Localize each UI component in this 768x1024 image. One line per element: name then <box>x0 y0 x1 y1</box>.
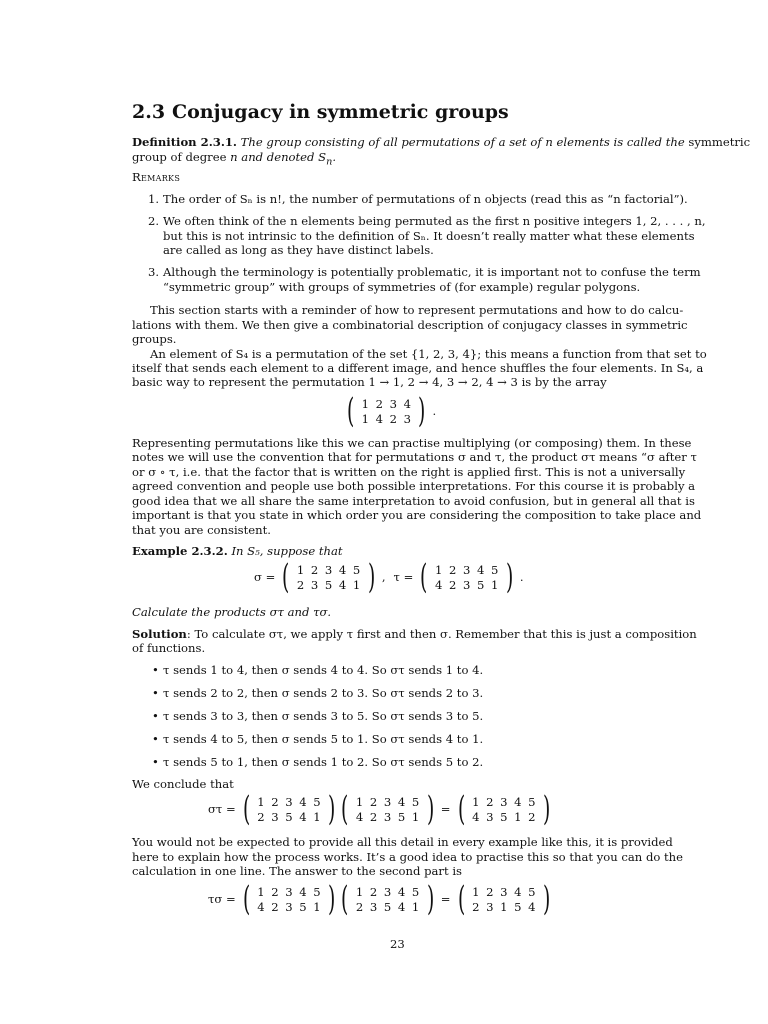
paragraph-line: lations with them. We then give a combinatorial description of conjugacy classes in symmetric <box>132 318 688 332</box>
remark-number: 2. <box>148 214 160 228</box>
example-heading: Example 2.3.2. In S₅, suppose that <box>132 544 343 558</box>
list-item: τ sends 5 to 1, then σ sends 1 to 2. So στ sends 5 to 2. <box>163 755 484 769</box>
list-item: τ sends 4 to 5, then σ sends 5 to 1. So στ sends 4 to 1. <box>163 732 484 746</box>
paragraph-line: groups. <box>132 332 177 346</box>
example-sigma-tau: σ = ( 1 2 3 4 5 2 3 5 4 1 ) , τ = ( 1 2 3 4 5 4 2 3 5 1 ) . <box>254 557 524 597</box>
remark-2-line-3: are called as long as they have distinct labels. <box>163 243 434 257</box>
definition-label: Definition 2.3.1. <box>132 135 237 149</box>
list-item: τ sends 3 to 3, then σ sends 3 to 5. So στ sends 3 to 5. <box>163 709 484 723</box>
section-number: 2.3 <box>132 101 166 123</box>
bullet-icon: • <box>152 686 159 700</box>
remark-number: 1. <box>148 192 160 206</box>
paragraph-line: calculation in one line. The answer to the second part is <box>132 864 462 878</box>
tau-matrix: ( 1 2 3 4 5 4 2 3 5 1 ) <box>420 557 513 597</box>
example-question: Calculate the products στ and τσ. <box>132 605 332 619</box>
paragraph-line: This section starts with a reminder of how to represent permutations and how to do calcu- <box>150 303 684 317</box>
remark-2-line-2: but this is not intrinsic to the definition of Sₙ. It doesn’t really matter what these elements <box>163 229 695 243</box>
definition-line-1: Definition 2.3.1. The group consisting of all permutations of a set of n elements is called the symmetric <box>132 135 751 149</box>
remark-3-line-2: “symmetric group” with groups of symmetries of (for example) regular polygons. <box>163 280 641 294</box>
remark-2-line-1: We often think of the n elements being permuted as the first n positive integers 1, 2, . . . , n, <box>163 214 706 228</box>
paragraph-line: basic way to represent the permutation 1 → 1, 2 → 4, 3 → 2, 4 → 3 is by the array <box>132 375 607 389</box>
solution-line-2: of functions. <box>132 641 206 655</box>
bullet-icon: • <box>152 732 159 746</box>
equation-tau-sigma: τσ = ( 1 2 3 4 5 4 2 3 5 1 ) ( 1 2 3 4 5 2 3 5 4 1 ) = ( 1 2 3 4 5 2 3 1 5 4 ) <box>208 879 551 919</box>
equation-sigma-tau: στ = ( 1 2 3 4 5 2 3 5 4 1 ) ( 1 2 3 4 5 4 2 3 5 1 ) = ( 1 2 3 4 5 4 3 5 1 2 ) <box>208 789 551 829</box>
sigma-matrix: ( 1 2 3 4 5 2 3 5 4 1 ) <box>282 557 375 597</box>
example-label: Example 2.3.2. <box>132 544 228 558</box>
remark-number: 3. <box>148 265 160 279</box>
right-paren: ) <box>418 391 426 431</box>
list-item: τ sends 2 to 2, then σ sends 2 to 3. So στ sends 2 to 3. <box>163 686 484 700</box>
paragraph-line: agreed convention and people use both possible interpretations. For this course it is probably a <box>132 479 696 493</box>
remarks-heading: Remarks <box>132 170 181 184</box>
solution-label: Solution <box>132 627 187 641</box>
conclude-text: We conclude that <box>132 777 234 791</box>
solution-line-1: Solution: To calculate στ, we apply τ first and then σ. Remember that this is just a composition <box>132 627 697 641</box>
paragraph-line: or σ ∘ τ, i.e. that the factor that is written on the right is applied first. This is not a universally <box>132 465 686 479</box>
bullet-icon: • <box>152 755 159 769</box>
paragraph-line: itself that sends each element to a different image, and hence shuffles the four elements. In S₄, a <box>132 361 704 375</box>
left-paren: ( <box>346 391 355 431</box>
bullet-icon: • <box>152 709 159 723</box>
section-heading <box>132 101 509 123</box>
paragraph-line: good idea that we all share the same interpretation to avoid confusion, but in general all that is <box>132 494 695 508</box>
section-title: Conjugacy in symmetric groups <box>172 101 509 123</box>
paragraph-line: notes we will use the convention that for permutations σ and τ, the product στ means “σ after τ <box>132 450 697 464</box>
bullet-icon: • <box>152 663 159 677</box>
paragraph-line: You would not be expected to provide all this detail in every example like this, it is provided <box>132 835 673 849</box>
remark-3-line-1: Although the terminology is potentially problematic, it is important not to confuse the term <box>163 265 701 279</box>
paragraph-line: Representing permutations like this we can practise multiplying (or composing) them. In these <box>132 436 692 450</box>
list-item: τ sends 1 to 4, then σ sends 4 to 4. So στ sends 1 to 4. <box>163 663 484 677</box>
paragraph-line: here to explain how the process works. It’s a good idea to practise this so that you can do the <box>132 850 684 864</box>
remark-1: The order of Sₙ is n!, the number of permutations of n objects (read this as “n factorial”). <box>163 192 688 206</box>
page-number: 23 <box>390 937 405 951</box>
permutation-array-s4: ( 1 2 3 4 1 4 2 3 ) . <box>346 391 437 431</box>
paragraph-line: An element of S₄ is a permutation of the set {1, 2, 3, 4}; this means a function from that set to <box>150 347 707 361</box>
definition-line-2: group of degree n and denoted $S_n$. <box>132 150 337 168</box>
paragraph-line: important is that you state in which order you are considering the composition to take place and <box>132 508 702 522</box>
paragraph-line: that you are consistent. <box>132 523 271 537</box>
